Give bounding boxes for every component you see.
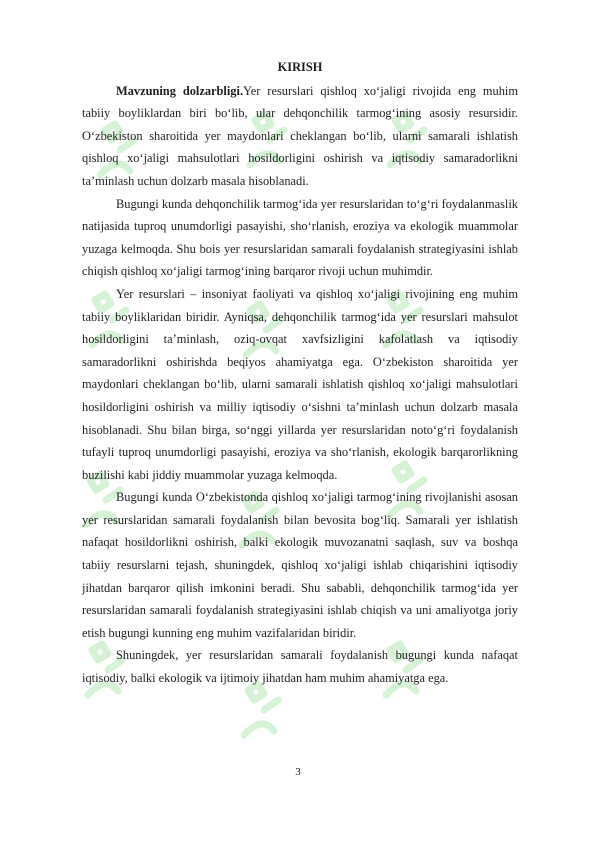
- watermark-mark: [244, 684, 278, 735]
- relevance-lead: Mavzuning dolzarbligi.: [116, 83, 244, 98]
- page-number: 3: [295, 766, 301, 778]
- paragraph-text: Yer resurslari qishloq xo‘jaligi rivojida eng muhim tabiiy boyliklardan biri bo‘lib, ular dehqonchilik tarmog‘ining asosiy resursidir. O‘zbekiston sharoitida yer maydonlari cheklangan bo‘lib, ularni samarali ishlatish qishloq xo‘jaligi mahsulotlari hosildorligini oshirish va iqtisodiy samaradorlikni ta’minlash uchun dolzarb masala hisoblanadi.: [82, 83, 519, 188]
- paragraph: Shuningdek, yer resurslaridan samarali foydalanish bugungi kunda nafaqat iqtisodiy, balki ekologik va ijtimoiy jihatdan ham muhim ahamiyatga ega.: [82, 648, 518, 686]
- paragraph: Bugungi kunda O‘zbekistonda qishloq xo‘jaligi tarmog‘ining rivojlanishi asosan yer resurslaridan samarali foydalanish bilan bevosita bog‘liq. Samarali yer ishlatish nafaqat hosildorlikni oshirish, balki ekologik muvozanatni saqlash, suv va boshqa tabiiy resurslarni tejash, shuningdek, qishloq xo‘jaligi ishlab chiqarishini iqtisodiy jihatdan barqaror qilish imkonini beradi. Shu sababli, dehqonchilik tarmog‘ida yer resurslaridan samarali foydalanish strategiyasini ishlab chiqish va uni amaliyotga joriy etish bugungi kunning eng muhim vazifalaridan biridir.: [82, 490, 518, 640]
- document-body: [82, 56, 518, 690]
- section-title: KIRISH: [277, 60, 323, 74]
- paragraph: Yer resurslari – insoniyat faoliyati va qishloq xo‘jaligi rivojining eng muhim tabiiy boyliklaridan biridir. Ayniqsa, dehqonchilik tarmog‘ida yer resurslari mahsulot hosildorligini ta’minlash, oziq-ovqat xavfsizligini kafolatlash va iqtisodiy samaradorlikni oshirishda beqiyos ahamiyatga ega. O‘zbekiston sharoitida yer maydonlari cheklangan bo‘lib, ularni samarali ishlatish qishloq xo‘jaligi mahsulotlari hosildorligini oshirish va milliy iqtisodiy o‘sishni ta’minlash uchun dolzarb masala hisoblanadi. Shu bilan birga, so‘nggi yillarda yer resurslaridan noto‘g‘ri foydalanish tufayli tuproq unumdorligi pasayishi, eroziya va sho‘rlanish, ekologik barqarorlikning buzilishi kabi jiddiy muammolar yuzaga kelmoqda.: [82, 286, 518, 482]
- paragraph-relevance: [82, 80, 518, 193]
- paragraph: Bugungi kunda dehqonchilik tarmog‘ida yer resurslaridan to‘g‘ri foydalanmaslik natijasida tuproq unumdorligi pasayishi, sho‘rlanish, eroziya va ekologik muammolar yuzaga kelmoqda. Shu bois yer resurslaridan samarali foydalanish strategiyasini ishlab chiqish qishloq xo‘jaligi tarmog‘ining barqaror rivoji uchun muhimdir.: [82, 196, 518, 279]
